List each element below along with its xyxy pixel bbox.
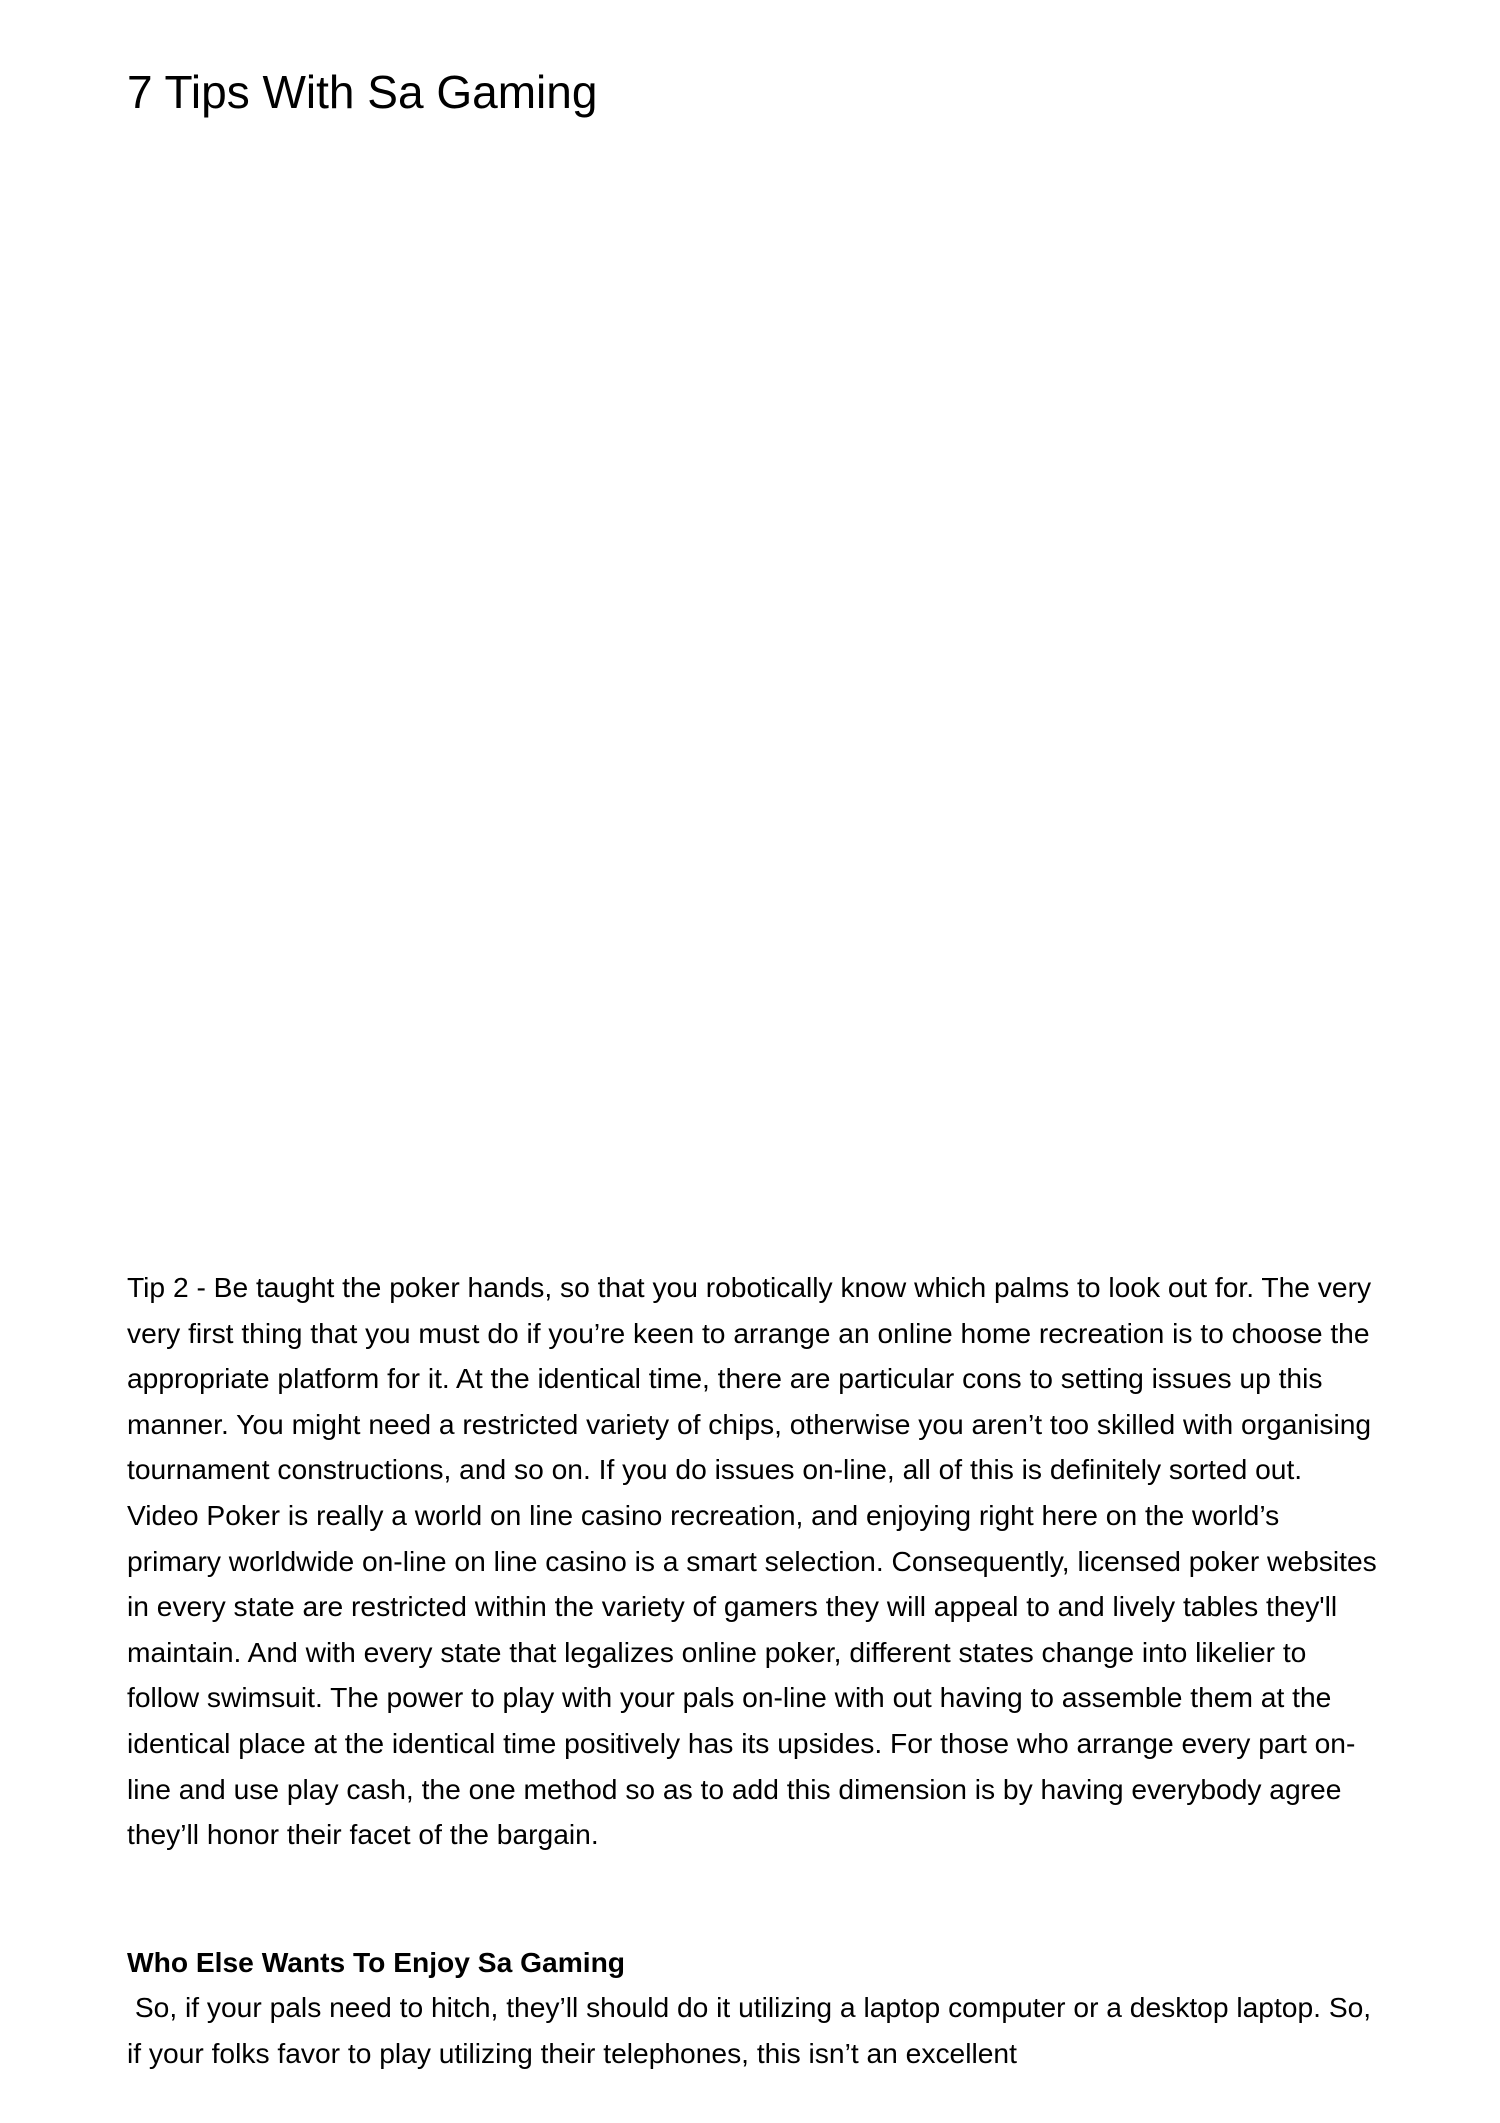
section-paragraph: So, if your pals need to hitch, they’ll should do it utilizing a laptop computer or a desktop laptop. So, if your folks favor to play utilizing their telephones, this isn’t an excellent xyxy=(127,1991,1379,2069)
page-title: 7 Tips With Sa Gaming xyxy=(127,66,598,118)
body-paragraph: Tip 2 - Be taught the poker hands, so that you robotically know which palms to look out for. The very very first thing that you must do if you’re keen to arrange an online home recreation is to choose the appropriate platform for it. At the identical time, there are particular cons to setting issues up this manner. You might need a restricted variety of chips, otherwise you aren’t too skilled with organising tournament constructions, and so on. If you do issues on-line, all of this is definitely sorted out. Video Poker is really a world on line casino recreation, and enjoying right here on the world’s primary worldwide on-line on line casino is a smart selection. Consequently, licensed poker websites in every state are restricted within the variety of gamers they will appeal to and lively tables they'll maintain. And with every state that legalizes online poker, different states change into likelier to follow swimsuit. The power to play with your pals on-line with out having to assemble them at the identical place at the identical time positively has its upsides. For those who arrange every part on-line and use play cash, the one method so as to add this dimension is by having everybody agree they’ll honor their facet of the bargain. xyxy=(127,1271,1377,1851)
section-heading: Who Else Wants To Enjoy Sa Gaming xyxy=(127,1946,626,1978)
blank-image-area xyxy=(127,160,1373,1250)
